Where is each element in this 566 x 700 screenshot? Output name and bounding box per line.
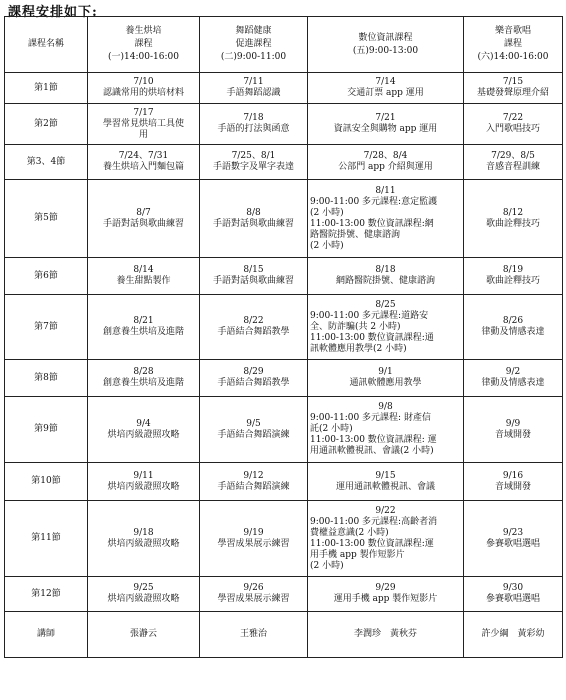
singing-teachers: 許少綱 黃彩幼: [464, 612, 563, 658]
baking-cell: 8/14 養生甜點製作: [88, 258, 200, 295]
digital-cell-detail: 9:00-11:00 多元課程:道路安 全、防詐騙(共 2 小時) 11:00-13:00 數位資訊課程:通 訊軟體應用教學(2 小時): [310, 310, 434, 354]
session-label: 第6節: [5, 258, 88, 295]
baking-cell: 8/21 創意養生烘培及進階: [88, 295, 200, 360]
teacher-row: [5, 612, 563, 658]
dance-cell: 7/18 手語的打法與函意: [200, 104, 308, 145]
dance-cell: 8/22 手語結合舞蹈教學: [200, 295, 308, 360]
singing-cell: 9/2 律動及情感表達: [464, 360, 563, 397]
header-digital-course: 數位資訊課程 (五)9:00-13:00: [308, 17, 464, 73]
digital-cell: [308, 295, 464, 360]
digital-cell: 7/28、8/4 公部門 app 介紹與運用: [308, 145, 464, 180]
baking-cell: 8/7 手語對話與歌曲練習: [88, 180, 200, 258]
singing-cell: 8/19 歌曲詮釋技巧: [464, 258, 563, 295]
dance-cell: 8/29 手語結合舞蹈教學: [200, 360, 308, 397]
session-row: [5, 397, 563, 463]
baking-cell: 8/28 創意養生烘培及進階: [88, 360, 200, 397]
singing-cell: 9/9 音域開發: [464, 397, 563, 463]
singing-cell: 9/23 參賽歌唱選唱: [464, 501, 563, 577]
session-row: [5, 145, 563, 180]
digital-teachers: 李潤珍 黃秋芬: [308, 612, 464, 658]
dance-cell: 7/25、8/1 手語數字及單字表達: [200, 145, 308, 180]
session-label: 第2節: [5, 104, 88, 145]
singing-cell: 9/16 音域開發: [464, 463, 563, 501]
digital-cell-date: 8/11: [375, 185, 396, 196]
dance-cell: 9/19 學習成果展示練習: [200, 501, 308, 577]
digital-cell: 7/14 交通訂票 app 運用: [308, 73, 464, 104]
session-label: 第5節: [5, 180, 88, 258]
header-singing-course: 樂音歌唱 課程 (六)14:00-16:00: [464, 17, 563, 73]
digital-cell: [308, 180, 464, 258]
schedule-heading: 課程安排如下:: [8, 5, 98, 20]
header-row: [5, 17, 563, 73]
baking-cell: 7/10 認識常用的烘培材料: [88, 73, 200, 104]
digital-cell: 9/29 運用手機 app 製作短影片: [308, 577, 464, 612]
dance-teacher: 王雅治: [200, 612, 308, 658]
session-row: [5, 104, 563, 145]
header-dance-course: 舞蹈健康 促進課程 (二)9:00-11:00: [200, 17, 308, 73]
dance-cell: 8/8 手語對話與歌曲練習: [200, 180, 308, 258]
digital-cell: 8/18 網路醫院掛號、健康諮詢: [308, 258, 464, 295]
digital-cell-date: 9/8: [378, 402, 393, 412]
singing-cell: 7/22 入門歌唱技巧: [464, 104, 563, 145]
dance-cell: 9/26 學習成果展示練習: [200, 577, 308, 612]
teacher-label: 講師: [5, 612, 88, 658]
dance-cell: 7/11 手語舞蹈認識: [200, 73, 308, 104]
singing-cell: 8/12 歌曲詮釋技巧: [464, 180, 563, 258]
session-label: 第9節: [5, 397, 88, 463]
dance-cell: 8/15 手語對話與歌曲練習: [200, 258, 308, 295]
digital-cell-date: 8/25: [375, 299, 396, 310]
course-schedule-table: [4, 16, 563, 658]
session-row: [5, 180, 563, 258]
digital-cell: 9/15 運用通訊軟體視訊、會議: [308, 463, 464, 501]
session-row: [5, 295, 563, 360]
session-row: [5, 258, 563, 295]
digital-cell-detail: 9:00-11:00 多元課程: 財產信 託(2 小時) 11:00-13:00 數位資訊課程: 運 用通訊軟體視訊、會議(2 小時): [310, 413, 437, 456]
dance-cell: 9/5 手語結合舞蹈演練: [200, 397, 308, 463]
digital-cell-detail: 9:00-11:00 多元課程:意定監護 (2 小時) 11:00-13:00 數位資訊課程:網 路醫院掛號、健康諮詢 (2 小時): [310, 196, 438, 251]
digital-cell: [308, 397, 464, 463]
digital-cell: [308, 501, 464, 577]
session-row: [5, 360, 563, 397]
session-label: 第7節: [5, 295, 88, 360]
session-label: 第11節: [5, 501, 88, 577]
singing-cell: 7/29、8/5 音感音程訓練: [464, 145, 563, 180]
baking-cell: 9/4 烘培丙級證照攻略: [88, 397, 200, 463]
session-row: [5, 501, 563, 577]
session-label: 第10節: [5, 463, 88, 501]
session-label: 第3、4節: [5, 145, 88, 180]
baking-cell: 9/25 烘培丙級證照攻略: [88, 577, 200, 612]
baking-cell: 9/18 烘培丙級證照攻略: [88, 501, 200, 577]
dance-cell: 9/12 手語結合舞蹈演練: [200, 463, 308, 501]
header-baking-course: 養生烘培 課程 (一)14:00-16:00: [88, 17, 200, 73]
header-course-name: 課程名稱: [5, 17, 88, 73]
singing-cell: 9/30 參賽歌唱選唱: [464, 577, 563, 612]
baking-cell: 7/24、7/31 養生烘培入門麵包篇: [88, 145, 200, 180]
digital-cell-date: 9/22: [375, 505, 396, 516]
baking-teacher: 張瀞云: [88, 612, 200, 658]
digital-cell: 7/21 資訊安全與購物 app 運用: [308, 104, 464, 145]
session-row: [5, 73, 563, 104]
session-label: 第8節: [5, 360, 88, 397]
session-row: [5, 577, 563, 612]
session-label: 第1節: [5, 73, 88, 104]
baking-cell: 7/17 學習常見烘培工具使 用: [88, 104, 200, 145]
session-label: 第12節: [5, 577, 88, 612]
session-row: [5, 463, 563, 501]
digital-cell: 9/1 通訊軟體應用教學: [308, 360, 464, 397]
baking-cell: 9/11 烘培丙級證照攻略: [88, 463, 200, 501]
digital-cell-detail: 9:00-11:00 多元課程:高齡者消 費權益意識(2 小時) 11:00-13:00 數位資訊課程:運 用手機 app 製作短影片 (2 小時): [310, 516, 438, 571]
singing-cell: 7/15 基礎發聲原理介紹: [464, 73, 563, 104]
singing-cell: 8/26 律動及情感表達: [464, 295, 563, 360]
